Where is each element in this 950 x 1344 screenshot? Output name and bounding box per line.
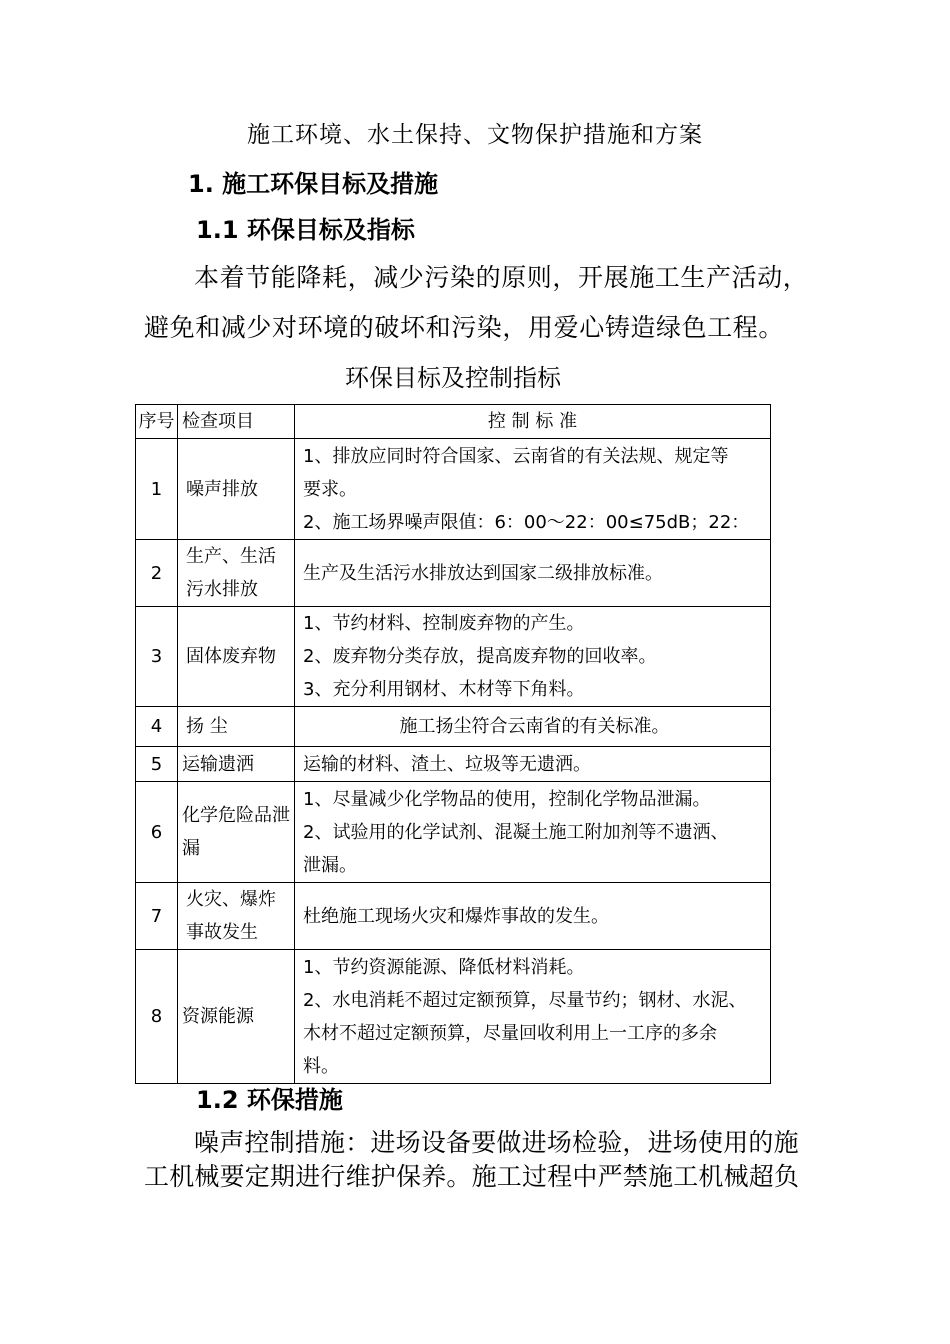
standard-line: 1、节约资源能源、降低材料消耗。 [303, 956, 585, 978]
row-no: 8 [136, 950, 178, 1084]
table-row [136, 782, 771, 883]
row-item: 固体废弃物 [178, 607, 295, 707]
row-item: 噪声排放 [178, 439, 295, 540]
table-outer-border-line [770, 404, 771, 1081]
standard-line: 2、水电消耗不超过定额预算，尽量节约；钢材、水泥、 [303, 989, 747, 1011]
row-no: 6 [136, 782, 178, 883]
table-row [136, 950, 771, 1084]
table-header-row [136, 405, 771, 439]
header-item: 检查项目 [178, 405, 295, 439]
standard-line: 运输的材料、渣土、垃圾等无遗洒。 [303, 753, 591, 775]
standard-line: 1、尽量减少化学物品的使用，控制化学物品泄漏。 [303, 788, 711, 810]
section-heading-1: 1. 施工环保目标及措施 [188, 170, 439, 198]
standard-line: 3、充分利用钢材、木材等下角料。 [303, 679, 585, 700]
table-row [136, 607, 771, 707]
row-item: 运输遗洒 [178, 747, 295, 782]
standard-line: 木材不超过定额预算，尽量回收利用上一工序的多余 [303, 1022, 717, 1044]
row-standard [295, 540, 771, 607]
row-item: 扬 尘 [178, 707, 295, 747]
standard-line: 杜绝施工现场火灾和爆炸事故的发生。 [303, 905, 609, 927]
row-item: 化学危险品泄漏 [178, 782, 295, 883]
row-standard [295, 747, 771, 782]
intro-line-1: 本着节能降耗，减少污染的原则，开展施工生产活动， [194, 263, 809, 292]
section-heading-1-2: 1.2 环保措施 [196, 1086, 343, 1114]
row-item: 火灾、爆炸事故发生 [178, 883, 295, 950]
row-standard [295, 950, 771, 1084]
standard-line: 施工扬尘符合云南省的有关标准。 [399, 716, 670, 737]
table-row [136, 707, 771, 747]
table-row [136, 883, 771, 950]
standard-line: 1、节约材料、控制废弃物的产生。 [303, 613, 585, 634]
row-standard [295, 883, 771, 950]
document-title: 施工环境、水土保持、文物保护措施和方案 [247, 122, 703, 148]
intro-line-2: 避免和减少对环境的破坏和污染，用爱心铸造绿色工程。 [144, 313, 785, 342]
row-standard [295, 439, 771, 540]
standard-line: 泄漏。 [303, 854, 357, 876]
table-row [136, 747, 771, 782]
environment-standards-table [135, 404, 771, 1084]
section-heading-1-1: 1.1 环保目标及指标 [196, 216, 415, 244]
row-item: 资源能源 [178, 950, 295, 1084]
row-no: 4 [136, 707, 178, 747]
noise-line-1: 噪声控制措施：进场设备要做进场检验，进场使用的施 [194, 1128, 799, 1157]
standard-line: 生产及生活污水排放达到国家二级排放标准。 [303, 562, 663, 584]
header-no: 序号 [136, 405, 178, 439]
standard-line: 料。 [303, 1055, 339, 1077]
row-standard [295, 607, 771, 707]
row-standard [295, 707, 771, 747]
standard-line: 2、施工场界噪声限值：6：00～22：00≤75dB；22： [303, 511, 750, 533]
table-row [136, 439, 771, 540]
row-no: 7 [136, 883, 178, 950]
row-no: 5 [136, 747, 178, 782]
row-item: 生产、生活污水排放 [178, 540, 295, 607]
row-no: 1 [136, 439, 178, 540]
row-standard [295, 782, 771, 883]
noise-line-2: 工机械要定期进行维护保养。施工过程中严禁施工机械超负 [144, 1162, 800, 1191]
standard-line: 2、废弃物分类存放，提高废弃物的回收率。 [303, 646, 657, 667]
table-caption: 环保目标及控制指标 [345, 364, 561, 392]
header-standard: 控 制 标 准 [295, 405, 771, 439]
standard-line: 1、排放应同时符合国家、云南省的有关法规、规定等 [303, 445, 729, 467]
standard-line: 2、试验用的化学试剂、混凝土施工附加剂等不遗洒、 [303, 821, 729, 843]
row-no: 2 [136, 540, 178, 607]
table-row [136, 540, 771, 607]
standard-line: 要求。 [303, 478, 357, 500]
row-no: 3 [136, 607, 178, 707]
